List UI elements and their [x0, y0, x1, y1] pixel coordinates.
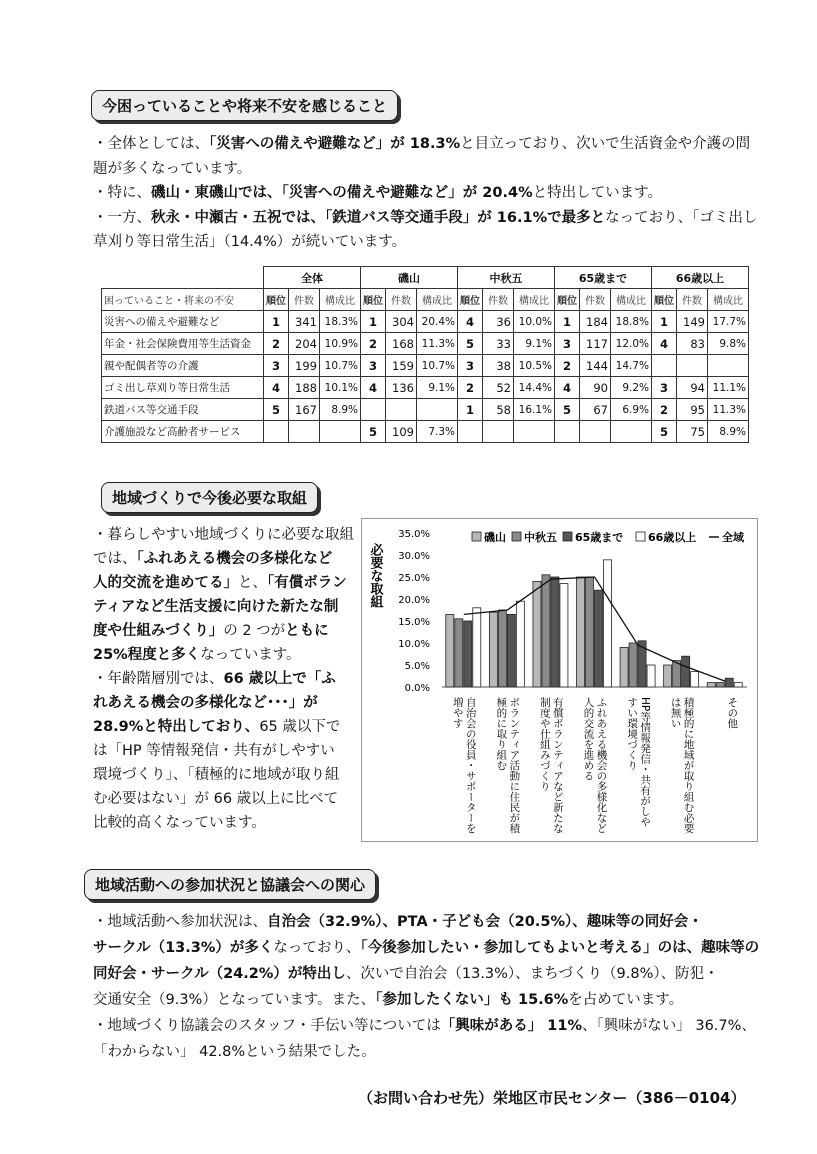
rank-cell: 4 [264, 377, 289, 399]
ratio-cell [708, 355, 749, 377]
body-text: ・地域活動へ参加状況は、 [93, 914, 267, 930]
row-header: 困っていること・将来の不安 [102, 289, 264, 311]
rank-cell [361, 399, 386, 421]
category-label: 増やす [451, 697, 464, 729]
count-cell: 184 [580, 311, 611, 333]
y-tick-label: 0.0% [404, 683, 430, 694]
bar-66歳以上 [516, 601, 524, 687]
bar-中秋五 [716, 683, 724, 687]
text-line [93, 961, 759, 987]
body-text: 「わからない」 42.8%という結果でした。 [93, 1044, 376, 1060]
group-header: 65歳まで [555, 267, 652, 289]
count-cell: 109 [386, 421, 417, 443]
body-text: なっており、 [273, 940, 361, 956]
rank-cell: 5 [652, 421, 677, 443]
body-text: の 2 つが [223, 623, 286, 639]
rank-cell: 2 [264, 333, 289, 355]
category-label: 制度や仕組みづくり [538, 697, 551, 792]
body-text: ・年齢階層別では、 [93, 671, 224, 687]
text-line [93, 787, 354, 811]
bar-磯山 [620, 647, 628, 687]
y-tick-label: 10.0% [398, 639, 430, 650]
bar-中秋五 [586, 577, 594, 687]
ratio-cell: 9.1% [417, 377, 458, 399]
rank-cell: 2 [652, 399, 677, 421]
rank-cell [264, 421, 289, 443]
rank-cell: 3 [264, 355, 289, 377]
count-cell: 75 [677, 421, 708, 443]
sub-header: 構成比 [708, 289, 749, 311]
count-cell [580, 421, 611, 443]
ratio-cell [417, 399, 458, 421]
legend-swatch [512, 532, 521, 541]
bar-66歳以上 [691, 672, 699, 687]
row-label: 親や配偶者等の介護 [102, 355, 264, 377]
bar-66歳以上 [647, 665, 655, 687]
body-text: 題が多くなっています。 [93, 160, 252, 177]
text-line [93, 667, 354, 691]
count-cell [289, 421, 320, 443]
bar-磯山 [577, 577, 585, 687]
sub-header: 構成比 [611, 289, 652, 311]
emphasis-text: 「有償ボラン [267, 575, 347, 591]
ratio-cell [320, 421, 361, 443]
category-label: ふれあえる機会の多様化など [595, 697, 608, 834]
category-label: 人的交流を進める [582, 697, 595, 781]
rank-cell [555, 421, 580, 443]
contact-footer: （お問い合わせ先）栄地区市民センター（386－0104） [358, 1089, 746, 1107]
legend-label: 中秋五 [524, 531, 557, 544]
category-label: 有償ボランティアなど新たな [551, 697, 564, 834]
count-cell: 341 [289, 311, 320, 333]
bar-66歳以上 [560, 584, 568, 687]
table-row [102, 355, 749, 377]
row-label: 災害への備えや避難など [102, 311, 264, 333]
rank-cell: 3 [458, 355, 483, 377]
ratio-cell: 8.9% [708, 421, 749, 443]
body-text: 草刈り等日常生活」（14.4%）が続いています。 [93, 234, 407, 250]
bar-65歳まで [464, 621, 472, 687]
row-label: 鉄道バス等交通手段 [102, 399, 264, 421]
text-line [93, 739, 354, 763]
y-tick-label: 30.0% [398, 551, 430, 562]
bar-中秋五 [498, 610, 506, 687]
y-axis-label: 必要な取組 [367, 543, 383, 608]
bar-65歳まで [595, 590, 603, 687]
table-row [102, 421, 749, 443]
text-line [93, 206, 757, 231]
sub-header: 構成比 [417, 289, 458, 311]
rank-cell: 5 [555, 399, 580, 421]
sub-header: 順位 [555, 289, 580, 311]
rank-cell: 3 [652, 377, 677, 399]
legend-label: 65歳まで [575, 531, 624, 544]
ratio-cell: 7.3% [417, 421, 458, 443]
group-header: 磯山 [361, 267, 458, 289]
emphasis-text: 「参加したくない」も 15.6% [375, 992, 569, 1008]
bar-中秋五 [629, 643, 637, 687]
body-text: を占めています。 [568, 992, 684, 1008]
emphasis-text: 度や仕組みづくり」 [93, 623, 224, 639]
count-cell: 67 [580, 399, 611, 421]
count-cell: 117 [580, 333, 611, 355]
count-cell: 90 [580, 377, 611, 399]
legend-label: 66歳以上 [648, 531, 697, 544]
emphasis-text: 磯山・東磯山では、「災害への備えや避難など」が 20.4% [151, 185, 533, 201]
category-label: その他 [726, 697, 739, 729]
section3-heading: 地域活動への参加状況と協議会への関心 [84, 869, 376, 900]
sub-header: 順位 [458, 289, 483, 311]
rank-cell: 4 [652, 333, 677, 355]
chart-box [361, 518, 758, 842]
sub-header: 順位 [264, 289, 289, 311]
bar-磯山 [707, 683, 715, 687]
body-text: と目立っており、次いで生活資金や介護の問 [460, 136, 751, 152]
ratio-cell: 10.0% [514, 311, 555, 333]
ratio-cell: 11.3% [708, 399, 749, 421]
bar-磯山 [664, 665, 672, 687]
body-text: ・特に、 [93, 185, 151, 201]
count-cell: 188 [289, 377, 320, 399]
sub-header: 順位 [652, 289, 677, 311]
sub-header: 件数 [289, 289, 320, 311]
category-label: は無い [669, 697, 682, 729]
count-cell: 304 [386, 311, 417, 333]
count-cell [677, 355, 708, 377]
count-cell: 52 [483, 377, 514, 399]
body-text: ・地域づくり協議会のスタッフ・手伝い等については [93, 1018, 441, 1034]
rank-cell: 2 [555, 355, 580, 377]
section3-text [93, 909, 759, 1065]
rank-cell: 1 [361, 311, 386, 333]
troubles-table [101, 266, 749, 443]
text-line [93, 691, 354, 715]
ratio-cell: 10.5% [514, 355, 555, 377]
y-tick-label: 35.0% [398, 529, 430, 540]
legend-swatch [563, 532, 572, 541]
count-cell: 159 [386, 355, 417, 377]
emphasis-text: サークル（13.3%）が多く [93, 940, 274, 956]
text-line [93, 157, 757, 182]
sub-header: 構成比 [320, 289, 361, 311]
body-text: 、次いで自治会（13.3%）、まちづくり（9.8%）、防犯・ [345, 966, 719, 982]
text-line [93, 132, 757, 157]
count-cell: 38 [483, 355, 514, 377]
ratio-cell: 16.1% [514, 399, 555, 421]
category-label: HP等情報発信・共有がしや [639, 697, 652, 827]
bar-66歳以上 [734, 683, 742, 687]
count-cell: 36 [483, 311, 514, 333]
y-tick-label: 25.0% [398, 573, 430, 584]
text-line [93, 763, 354, 787]
ratio-cell: 14.7% [611, 355, 652, 377]
ratio-cell: 9.2% [611, 377, 652, 399]
rank-cell: 5 [361, 421, 386, 443]
rank-cell [458, 421, 483, 443]
ratio-cell: 18.3% [320, 311, 361, 333]
rank-cell: 2 [458, 377, 483, 399]
emphasis-text: 「災害への備えや避難など」が 18.3% [209, 136, 461, 152]
emphasis-text: 秋永・中瀬古・五祝では、「鉄道バス等交通手段」が 16.1%で最多と [151, 209, 606, 226]
text-line [93, 909, 759, 935]
rank-cell: 4 [458, 311, 483, 333]
sub-header: 構成比 [514, 289, 555, 311]
ratio-cell: 11.1% [708, 377, 749, 399]
rank-cell: 3 [361, 355, 386, 377]
ratio-cell [514, 421, 555, 443]
category-label: 積極的に地域が取り組む必要 [682, 697, 695, 834]
body-text: は「HP 等情報発信・共有がしやすい [93, 743, 335, 759]
ratio-cell: 10.9% [320, 333, 361, 355]
text-line [93, 619, 354, 643]
ratio-cell: 10.7% [417, 355, 458, 377]
rank-cell: 1 [264, 311, 289, 333]
row-label: 年金・社会保険費用等生活資金 [102, 333, 264, 355]
body-text: ・全体としては、 [93, 136, 209, 152]
ratio-cell [611, 421, 652, 443]
rank-cell: 2 [361, 333, 386, 355]
sub-header: 件数 [386, 289, 417, 311]
text-line [93, 571, 354, 595]
body-text: 交通安全（9.3%）となっています。また、 [93, 992, 376, 1008]
rank-cell: 3 [555, 333, 580, 355]
ratio-cell: 10.1% [320, 377, 361, 399]
count-cell [483, 421, 514, 443]
text-line [93, 1039, 759, 1065]
bar-磯山 [489, 612, 497, 687]
text-line [93, 595, 354, 619]
category-label: ボランティア活動に住民が積 [508, 697, 521, 834]
text-line [93, 715, 354, 739]
rank-cell: 5 [264, 399, 289, 421]
count-cell [386, 399, 417, 421]
count-cell: 199 [289, 355, 320, 377]
ratio-cell: 14.4% [514, 377, 555, 399]
count-cell: 167 [289, 399, 320, 421]
y-tick-label: 5.0% [404, 661, 430, 672]
count-cell: 168 [386, 333, 417, 355]
group-header: 66歳以上 [652, 267, 749, 289]
y-tick-label: 20.0% [398, 595, 430, 606]
bar-磯山 [446, 614, 454, 687]
bar-65歳まで [682, 656, 690, 687]
bar-65歳まで [725, 678, 733, 687]
rank-cell: 1 [652, 311, 677, 333]
rank-cell: 4 [361, 377, 386, 399]
table-row [102, 399, 749, 421]
legend-swatch [636, 532, 645, 541]
bar-66歳以上 [473, 608, 481, 687]
table-row [102, 333, 749, 355]
body-text: 環境づくり」、「積極的に地域が取り組 [93, 767, 340, 783]
body-text: なっており、「ゴミ出し [605, 209, 758, 226]
legend-label: 全域 [722, 531, 744, 544]
text-line [93, 643, 354, 667]
section1-heading: 今困っていることや将来不安を感じること [91, 90, 398, 121]
body-text: ・暮らしやすい地域づくりに必要な取組 [93, 527, 354, 543]
body-text: 、「興味がない」 36.7%、 [581, 1018, 756, 1034]
count-cell: 144 [580, 355, 611, 377]
count-cell: 94 [677, 377, 708, 399]
emphasis-text: 66 歳以上で「ふ [223, 671, 336, 687]
text-line [93, 987, 759, 1013]
y-tick-label: 15.0% [398, 617, 430, 628]
emphasis-text: 自治会（32.9%）、PTA・子ども会（20.5%）、趣味等の同好会・ [267, 914, 703, 930]
section1-text [93, 132, 757, 255]
ratio-cell: 17.7% [708, 311, 749, 333]
category-label: 極的に取り組む [495, 697, 508, 771]
row-label: 介護施設など高齢者サービス [102, 421, 264, 443]
table-row [102, 377, 749, 399]
count-cell: 58 [483, 399, 514, 421]
legend-label: 磯山 [484, 531, 506, 544]
rank-cell [652, 355, 677, 377]
emphasis-text: 「ふれあえる機会の多様化など [136, 551, 333, 567]
emphasis-text: 28.9%と特出しており、 [93, 719, 260, 735]
emphasis-text: ティアなど生活支援に向けた新たな制 [93, 599, 339, 615]
ratio-cell: 8.9% [320, 399, 361, 421]
group-header: 全体 [264, 267, 361, 289]
sub-header: 件数 [483, 289, 514, 311]
count-cell: 149 [677, 311, 708, 333]
bar-中秋五 [542, 575, 550, 687]
text-line [93, 523, 354, 547]
ratio-cell: 12.0% [611, 333, 652, 355]
emphasis-text: 同好会・サークル（24.2%）が特出し [93, 966, 346, 982]
legend-swatch [472, 532, 481, 541]
emphasis-text: 「今後参加したい・参加してもよいと考える」のは、趣味等の [360, 940, 760, 956]
body-text: 65 歳以下で [259, 719, 341, 735]
category-label: すい環境づくり [626, 697, 639, 771]
category-label: 自治会の役員・サポーターを [464, 697, 477, 834]
body-text: 比較的高くなっています。 [93, 815, 266, 831]
row-label: ゴミ出し草刈り等日常生活 [102, 377, 264, 399]
bar-中秋五 [455, 619, 463, 687]
text-line [93, 1013, 759, 1039]
emphasis-text: 25%程度と多く [93, 647, 201, 663]
emphasis-text: 「興味がある」 11% [440, 1018, 582, 1034]
count-cell: 33 [483, 333, 514, 355]
body-text: では、 [93, 551, 137, 567]
count-cell: 136 [386, 377, 417, 399]
bar-66歳以上 [604, 560, 612, 687]
sub-header: 件数 [580, 289, 611, 311]
body-text: ・一方、 [93, 209, 151, 226]
ratio-cell: 9.1% [514, 333, 555, 355]
emphasis-text: ともに [285, 623, 329, 639]
text-line [93, 935, 759, 961]
bar-65歳まで [507, 614, 515, 687]
table-row [102, 311, 749, 333]
sub-header: 件数 [677, 289, 708, 311]
count-cell: 95 [677, 399, 708, 421]
rank-cell: 5 [458, 333, 483, 355]
ratio-cell: 18.8% [611, 311, 652, 333]
bar-磯山 [533, 581, 541, 687]
bar-65歳まで [551, 577, 559, 687]
ratio-cell: 20.4% [417, 311, 458, 333]
text-line [93, 811, 354, 835]
body-text: と、 [238, 575, 267, 591]
rank-cell: 1 [458, 399, 483, 421]
text-line [93, 181, 757, 206]
body-text: む必要はない」が 66 歳以上に比べて [93, 791, 339, 807]
section2-heading: 地域づくりで今後必要な取組 [101, 482, 318, 513]
text-line [93, 547, 354, 571]
ratio-cell: 9.8% [708, 333, 749, 355]
section2-text [93, 523, 354, 835]
emphasis-text: 人的交流を進めてる」 [93, 575, 238, 591]
ratio-cell: 11.3% [417, 333, 458, 355]
ratio-cell: 10.7% [320, 355, 361, 377]
text-line [93, 230, 757, 255]
count-cell: 83 [677, 333, 708, 355]
rank-cell: 1 [555, 311, 580, 333]
rank-cell: 4 [555, 377, 580, 399]
emphasis-text: れあえる機会の多様化など･･･」が [93, 695, 318, 711]
needs-bar-chart [362, 519, 757, 841]
group-header: 中秋五 [458, 267, 555, 289]
ratio-cell: 6.9% [611, 399, 652, 421]
sub-header: 順位 [361, 289, 386, 311]
count-cell: 204 [289, 333, 320, 355]
body-text: なっています。 [200, 647, 301, 663]
body-text: と特出しています。 [532, 185, 662, 201]
table-corner [102, 267, 264, 289]
